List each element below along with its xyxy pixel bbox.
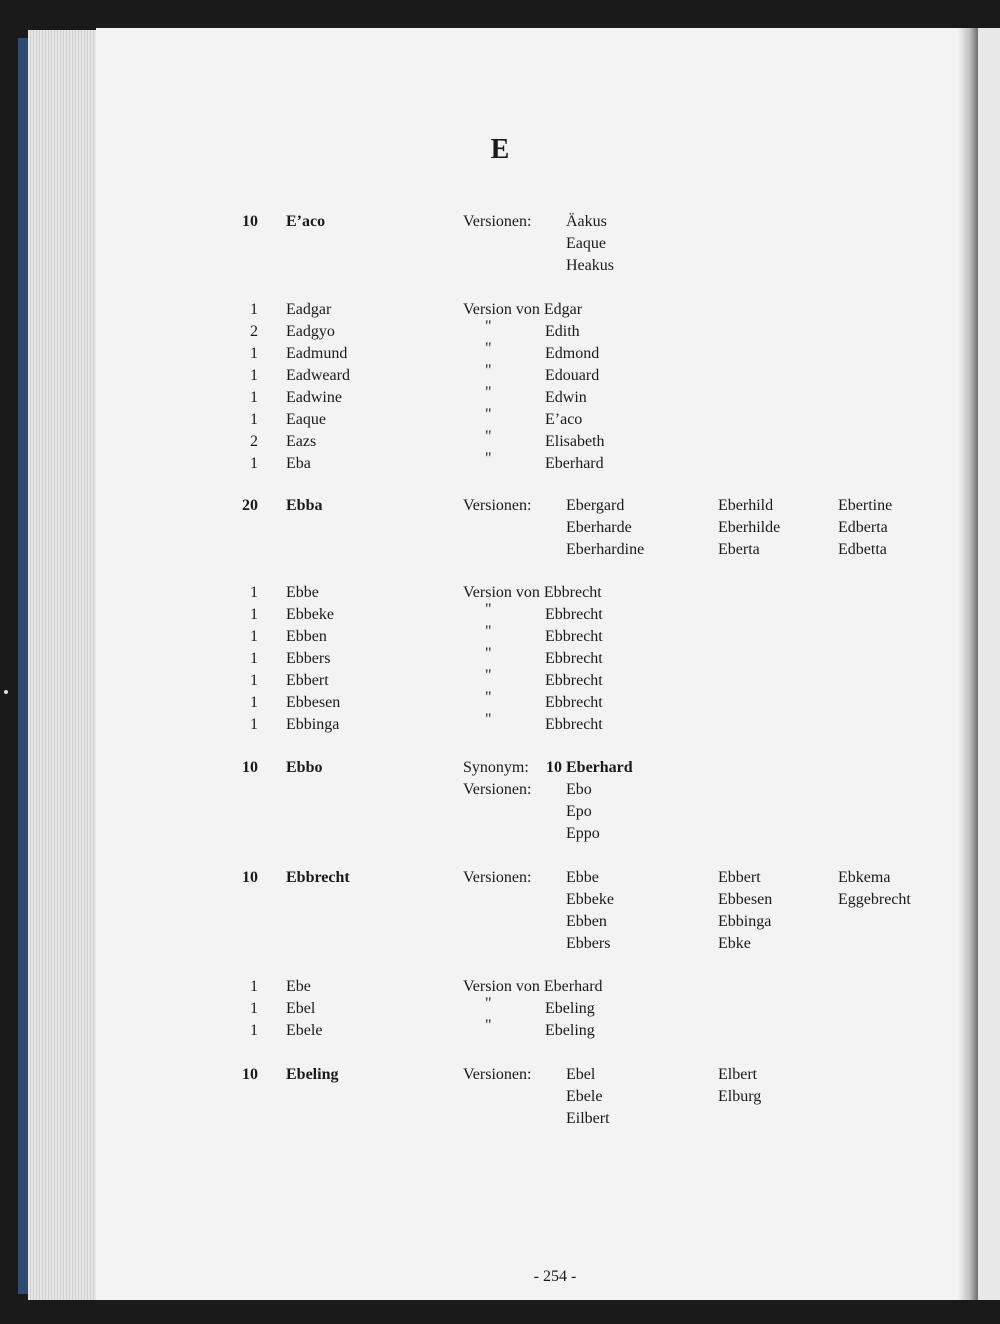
variant-name: Ebke — [718, 935, 751, 952]
entry-name: Ebben — [286, 628, 327, 645]
related-name: Ebbrecht — [545, 694, 603, 711]
variant-name: Epo — [566, 803, 592, 820]
variant-name: Ebbers — [566, 935, 611, 952]
ditto-mark: " — [485, 318, 492, 335]
entry-name: Eadmund — [286, 345, 348, 362]
variant-name: Elburg — [718, 1088, 762, 1105]
related-name: Edwin — [545, 389, 587, 406]
entry-relation-label: Synonym: — [463, 759, 529, 776]
entry-name: Ebbo — [286, 759, 323, 776]
entry-count: 10 — [242, 1066, 258, 1083]
entry-relation-label: Version von Ebbrecht — [463, 584, 602, 601]
entry-name: Eadwine — [286, 389, 342, 406]
variant-name: Eilbert — [566, 1110, 610, 1127]
entry-name: Eba — [286, 455, 311, 472]
page-number: - 254 - — [533, 1268, 577, 1285]
variant-name: Edbetta — [838, 541, 887, 558]
related-name: Ebbrecht — [545, 672, 603, 689]
entry-name: Ebe — [286, 978, 311, 995]
variant-name: Ebbinga — [718, 913, 772, 930]
entry-count: 1 — [250, 455, 258, 472]
entry-count: 1 — [250, 978, 258, 995]
entry-count: 1 — [250, 411, 258, 428]
entry-count: 1 — [250, 367, 258, 384]
entry-name: Eadgyo — [286, 323, 335, 340]
related-name: Ebbrecht — [545, 628, 603, 645]
entry-count: 1 — [250, 606, 258, 623]
entry-name: Ebbrecht — [286, 869, 350, 886]
entry-name: Eadweard — [286, 367, 350, 384]
related-name: E’aco — [545, 411, 583, 428]
related-name: Ebeling — [545, 1022, 595, 1039]
ditto-mark: " — [485, 995, 492, 1012]
variant-name: Eberhilde — [718, 519, 781, 536]
variant-name: Ebergard — [566, 497, 625, 514]
variant-name: Ebbeke — [566, 891, 614, 908]
related-name: Elisabeth — [545, 433, 605, 450]
related-name: Ebbrecht — [545, 650, 603, 667]
ditto-mark: " — [485, 406, 492, 423]
related-name: Eberhard — [545, 455, 604, 472]
entry-name: Ebbeke — [286, 606, 334, 623]
variant-name: Eberhild — [718, 497, 774, 514]
entry-name: Ebele — [286, 1022, 323, 1039]
entry-count: 10 — [242, 759, 258, 776]
ditto-mark: " — [485, 428, 492, 445]
entry-name: Ebel — [286, 1000, 316, 1017]
variant-name: Edberta — [838, 519, 888, 536]
entry-name: Ebbe — [286, 584, 319, 601]
ditto-mark: " — [485, 623, 492, 640]
entry-count: 2 — [250, 433, 258, 450]
entry-name: E’aco — [286, 213, 326, 230]
entry-relation-label: Versionen: — [463, 869, 532, 886]
entry-relation-label: Versionen: — [463, 781, 532, 798]
variant-name: Eberta — [718, 541, 760, 558]
ditto-mark: " — [485, 711, 492, 728]
variant-name: Heakus — [566, 257, 614, 274]
entry-count: 10 — [242, 869, 258, 886]
variant-name: Ebbesen — [718, 891, 773, 908]
entry-count: 10 — [242, 213, 258, 230]
entry-name: Eazs — [286, 433, 317, 450]
entry-count: 1 — [250, 301, 258, 318]
entry-name: Ebba — [286, 497, 323, 514]
facing-page-edge — [978, 28, 1000, 1300]
variant-name: Ebbe — [566, 869, 599, 886]
entry-count: 1 — [250, 1000, 258, 1017]
entry-count: 1 — [250, 389, 258, 406]
entry-relation-label: Versionen: — [463, 213, 532, 230]
variant-name: Eppo — [566, 825, 600, 842]
entry-count: 1 — [250, 716, 258, 733]
variant-name: Eggebrecht — [838, 891, 911, 908]
related-name: Edouard — [545, 367, 600, 384]
book-gutter — [958, 28, 978, 1300]
related-name: Ebbrecht — [545, 716, 603, 733]
entry-relation-label: Version von Eberhard — [463, 978, 603, 995]
entry-count: 1 — [250, 672, 258, 689]
dust-speck — [4, 690, 8, 694]
entry-name: Ebbinga — [286, 716, 340, 733]
entry-count: 1 — [250, 628, 258, 645]
variant-name: Ebertine — [838, 497, 893, 514]
variant-name: Ebkema — [838, 869, 891, 886]
ditto-mark: " — [485, 1017, 492, 1034]
entry-relation-label: Versionen: — [463, 1066, 532, 1083]
entry-name: Eaque — [286, 411, 326, 428]
variant-name: Ebel — [566, 1066, 596, 1083]
related-name: Edmond — [545, 345, 600, 362]
entry-name: Ebbert — [286, 672, 329, 689]
ditto-mark: " — [485, 362, 492, 379]
variant-name: Elbert — [718, 1066, 758, 1083]
entry-name: Ebbers — [286, 650, 331, 667]
entry-name: Eadgar — [286, 301, 332, 318]
variant-name: Eaque — [566, 235, 606, 252]
variant-name: Ebele — [566, 1088, 603, 1105]
ditto-mark: " — [485, 450, 492, 467]
related-name: Edith — [545, 323, 580, 340]
entry-count: 1 — [250, 694, 258, 711]
variant-name: Eberhardine — [566, 541, 645, 558]
variant-name: Eberharde — [566, 519, 632, 536]
book-page — [96, 28, 970, 1300]
entry-count: 1 — [250, 584, 258, 601]
entry-relation-label: Versionen: — [463, 497, 532, 514]
variant-name: Ebben — [566, 913, 607, 930]
variant-name: Ebo — [566, 781, 592, 798]
entry-name: Ebbesen — [286, 694, 341, 711]
ditto-mark: " — [485, 645, 492, 662]
related-name: Ebbrecht — [545, 606, 603, 623]
ditto-mark: " — [485, 667, 492, 684]
ditto-mark: " — [485, 384, 492, 401]
ditto-mark: " — [485, 689, 492, 706]
ditto-mark: " — [485, 340, 492, 357]
ditto-mark: " — [485, 601, 492, 618]
entry-count: 1 — [250, 1022, 258, 1039]
related-name: Ebeling — [545, 1000, 595, 1017]
variant-name: Äakus — [566, 213, 607, 230]
synonym-name: 10 Eberhard — [546, 759, 633, 776]
entry-count: 2 — [250, 323, 258, 340]
entry-count: 1 — [250, 345, 258, 362]
entry-relation-label: Version von Edgar — [463, 301, 583, 318]
entry-name: Ebeling — [286, 1066, 339, 1083]
entry-count: 20 — [242, 497, 258, 514]
entry-count: 1 — [250, 650, 258, 667]
page-heading-letter: E — [490, 134, 510, 165]
variant-name: Ebbert — [718, 869, 761, 886]
